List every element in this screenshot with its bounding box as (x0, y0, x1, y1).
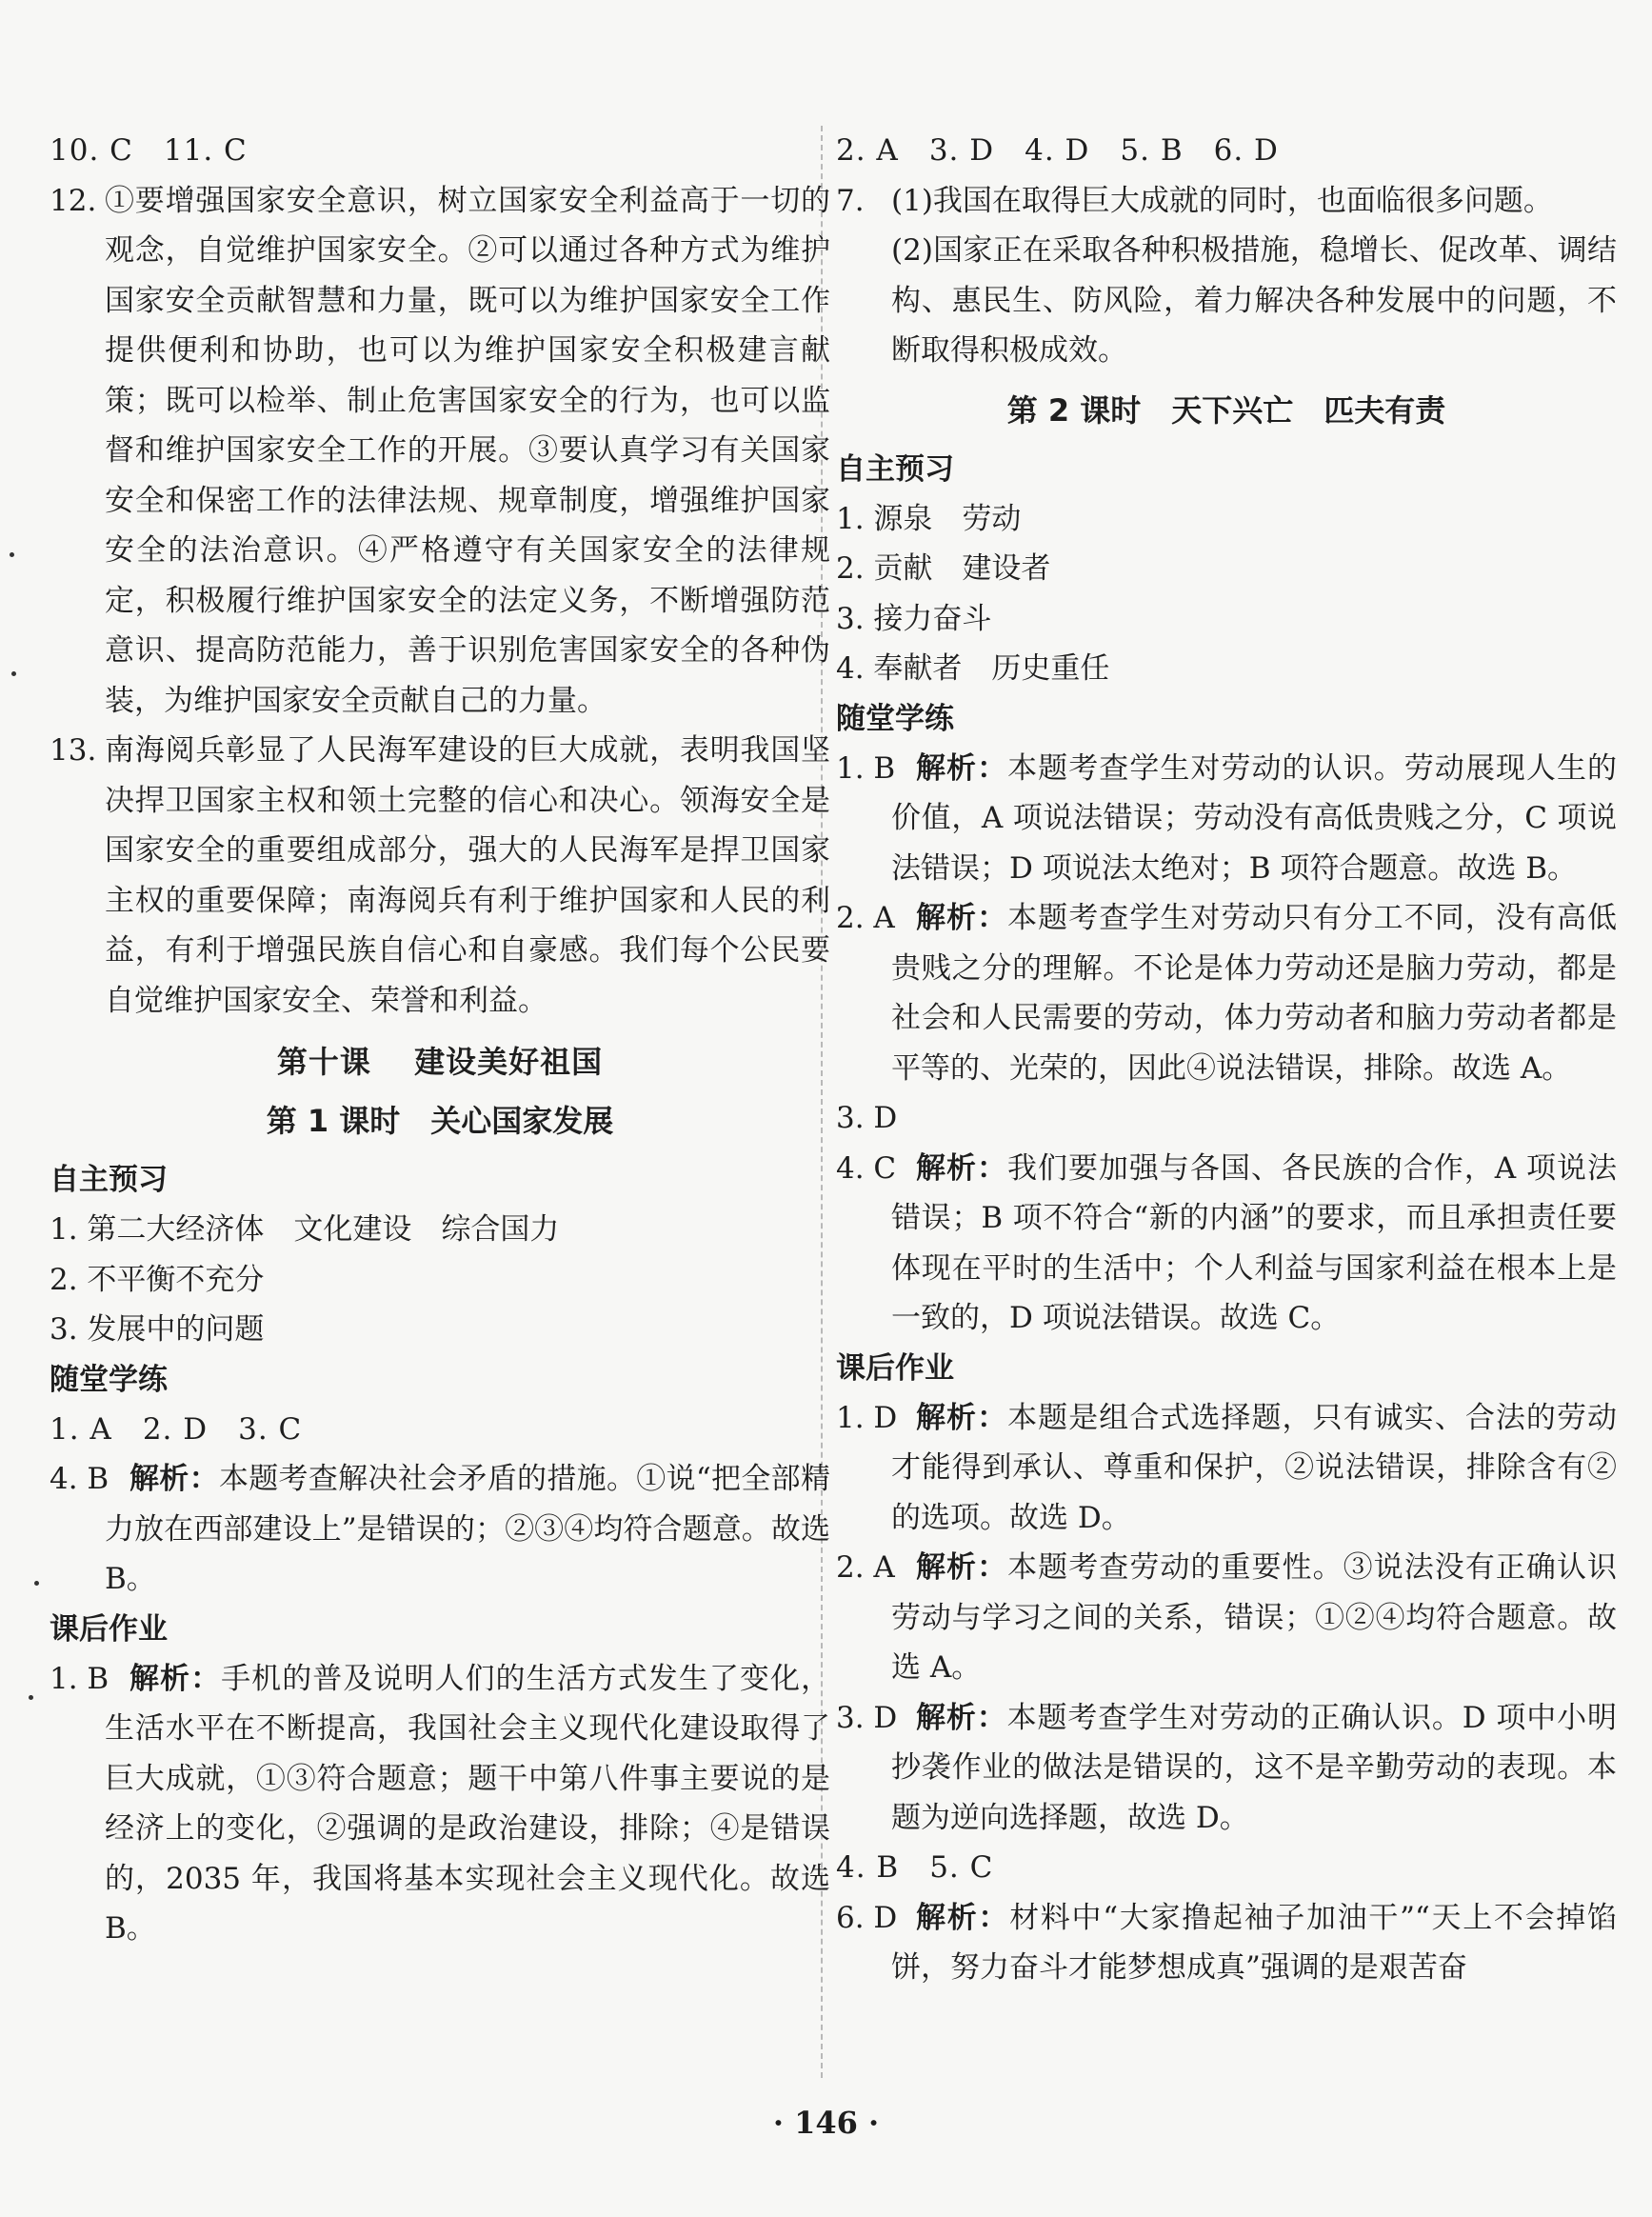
answers-10-11: 10. C 11. C (50, 133, 248, 168)
margin-dot (11, 671, 16, 676)
classroom-answer-2 (836, 893, 1617, 1093)
analysis-label: 解析： (916, 901, 1008, 935)
answer-number: 2. A (836, 1550, 895, 1585)
homework-answer-1 (836, 1393, 1617, 1544)
analysis-label: 解析： (916, 1150, 1007, 1186)
classroom-answer-1 (836, 744, 1617, 894)
answer-number: 7. (836, 183, 865, 218)
homework-answer-2 (836, 1543, 1617, 1693)
answer-number: 1. B (50, 1661, 109, 1696)
margin-dot (10, 552, 14, 557)
answer-number: 1. D (836, 1400, 898, 1435)
homework-heading: 课后作业 (50, 1611, 168, 1647)
homework-heading: 课后作业 (836, 1350, 954, 1386)
left-column (50, 126, 830, 1954)
page-number: · 146 · (772, 2105, 880, 2141)
margin-dot (29, 1695, 33, 1700)
answer-number: 2. A (836, 901, 895, 935)
answer-text: 手机的普及说明人们的生活方式发生了变化，生活水平在不断提高，我国社会主义现代化建设取得了巨大成就，①③符合题意；题干中第八件事主要说的是经济上的变化，②强调的是政治建设，排除；④是错误的，2035 年，我国将基本实现社会主义现代化。故选 B。 (105, 1661, 831, 1946)
preview-item: 3. 接力奋斗 (836, 601, 992, 636)
right-column (836, 126, 1617, 1993)
answer-text: 本题考查学生对劳动只有分工不同，没有高低贵贱之分的理解。不论是体力劳动还是脑力劳动，都是社会和人民需要的劳动，体力劳动者和脑力劳动者都是平等的、光荣的，因此④说法错误，排除。故选 A。 (891, 901, 1618, 1086)
answer-number: 12. (50, 183, 97, 218)
margin-dot (34, 1581, 39, 1586)
classroom-answer-4 (836, 1144, 1617, 1344)
homework-answer-1 (50, 1654, 830, 1954)
answer-7 (836, 176, 1617, 376)
preview-item: 3. 发展中的问题 (50, 1312, 265, 1347)
preview-heading: 自主预习 (50, 1163, 168, 1197)
homework-answer-3 (836, 1693, 1617, 1844)
answer-text: 我们要加强与各国、各民族的合作，A 项说法错误；B 项不符合“新的内涵”的要求，而且承担责任要体现在平时的生活中；个人利益与国家利益在根本上是一致的，D 项说法错误。故选 C。 (891, 1150, 1617, 1335)
classroom-answer-4 (50, 1454, 830, 1605)
preview-item: 4. 奉献者 历史重任 (836, 651, 1110, 686)
preview-item: 1. 源泉 劳动 (836, 501, 1022, 536)
preview-heading: 自主预习 (836, 451, 954, 487)
analysis-label: 解析： (916, 750, 1008, 786)
answer-text: (2)国家正在采取各种积极措施，稳增长、促改革、调结构、惠民生、防风险，着力解决各种发展中的问题，不断取得积极成效。 (891, 233, 1617, 368)
answer-text: (1)我国在取得巨大成就的同时，也面临很多问题。 (891, 183, 1553, 218)
preview-item: 2. 不平衡不充分 (50, 1262, 265, 1297)
answer-number: 4. B (50, 1462, 109, 1496)
analysis-label: 解析： (129, 1462, 219, 1496)
answer-12 (50, 176, 830, 727)
analysis-label: 解析： (916, 1700, 1007, 1735)
lesson-2-title: 第 2 课时 天下兴亡 匹夫有责 (1006, 391, 1446, 429)
answer-number: 13. (50, 733, 97, 768)
answer-text: 本题考查解决社会矛盾的措施。①说“把全部精力放在西部建设上”是错误的；②③④均符合题意。故选 B。 (105, 1462, 830, 1596)
answer-text: 南海阅兵彰显了人民海军建设的巨大成就，表明我国坚决捍卫国家主权和领土完整的信心和决心。领海安全是国家安全的重要组成部分，强大的人民海军是捍卫国家主权的重要保障；南海阅兵有利于维护国家和人民的利益，有利于增强民族自信心和自豪感。我们每个公民要自觉维护国家安全、荣誉和利益。 (105, 733, 830, 1018)
classroom-heading: 随堂学练 (836, 701, 954, 736)
analysis-label: 解析： (916, 1400, 1008, 1435)
answer-text: 本题考查劳动的重要性。③说法没有正确认识劳动与学习之间的关系，错误；①②④均符合题意。故选 A。 (891, 1550, 1618, 1685)
preview-item: 2. 贡献 建设者 (836, 551, 1051, 586)
answer-13 (50, 726, 830, 1026)
homework-answer-6 (836, 1893, 1617, 1993)
answer-text: 本题考查学生对劳动的正确认识。D 项中小明抄袭作业的做法是错误的，这不是辛勤劳动的表现。本题为逆向选择题，故选 D。 (891, 1700, 1617, 1835)
analysis-label: 解析： (129, 1661, 222, 1696)
answer-text: ①要增强国家安全意识，树立国家安全利益高于一切的观念，自觉维护国家安全。②可以通过各种方式为维护国家安全贡献智慧和力量，既可以为维护国家安全工作提供便利和协助，也可以为维护国家安全积极建言献策；既可以检举、制止危害国家安全的行为，也可以监督和维护国家安全工作的开展。③要认真学习有关国家安全和保密工作的法律法规、规章制度，增强维护国家安全的法治意识。④严格遵守有关国家安全的法律规定，积极履行维护国家安全的法定义务，不断增强防范意识、提高防范能力，善于识别危害国家安全的各种伪装，为维护国家安全贡献自己的力量。 (105, 183, 830, 718)
classroom-answers: 1. A 2. D 3. C (50, 1411, 303, 1447)
answer-text: 本题考查学生对劳动的认识。劳动展现人生的价值，A 项说法错误；劳动没有高低贵贱之分，C 项说法错误；D 项说法太绝对；B 项符合题意。故选 B。 (891, 750, 1618, 886)
analysis-label: 解析： (916, 1550, 1008, 1585)
preview-item: 1. 第二大经济体 文化建设 综合国力 (50, 1212, 560, 1247)
lesson-1-title: 第 1 课时 关心国家发展 (266, 1103, 614, 1139)
answer-number: 6. D (836, 1900, 898, 1935)
chapter-title: 第十课 建设美好祖国 (276, 1044, 604, 1080)
answer-text: 材料中“大家撸起袖子加油干”“天上不会掉馅饼，努力奋斗才能梦想成真”强调的是艰苦奋 (891, 1900, 1617, 1985)
homework-answers-4-5: 4. B 5. C (836, 1850, 994, 1885)
answer-number: 3. D (836, 1700, 898, 1735)
classroom-heading: 随堂学练 (50, 1362, 168, 1397)
classroom-answer-3: 3. D (836, 1101, 898, 1135)
answer-text: 本题是组合式选择题，只有诚实、合法的劳动才能得到承认、尊重和保护，②说法错误，排除含有②的选项。故选 D。 (891, 1400, 1618, 1535)
analysis-label: 解析： (916, 1900, 1010, 1935)
answers-2-6: 2. A 3. D 4. D 5. B 6. D (836, 133, 1279, 168)
answer-number: 4. C (836, 1150, 897, 1186)
answer-number: 1. B (836, 750, 896, 786)
